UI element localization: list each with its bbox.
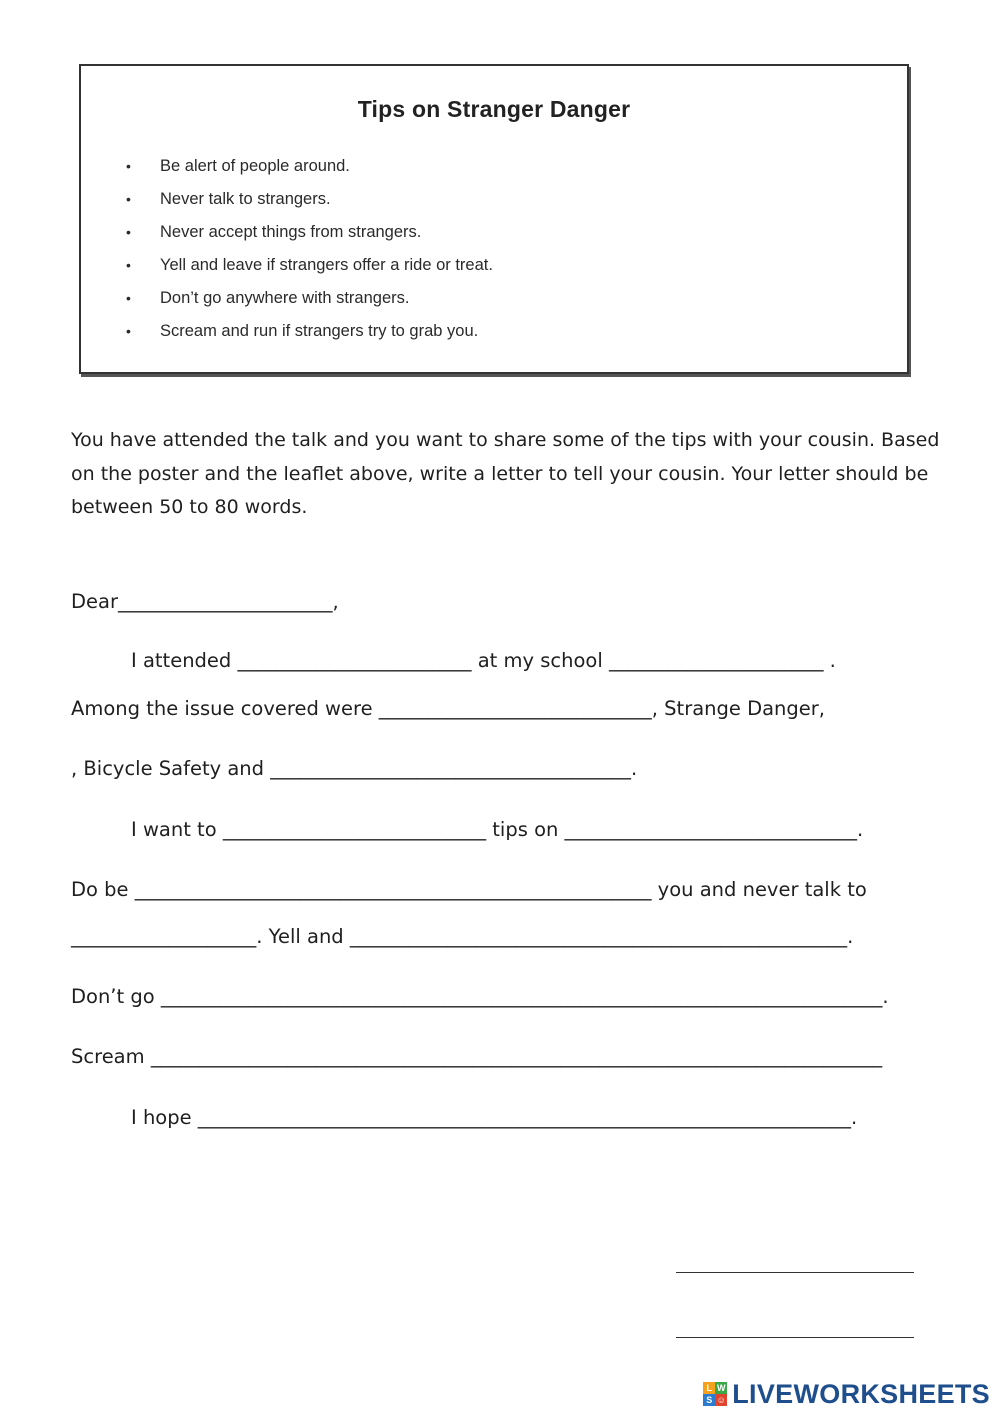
- letter-line: Among the issue covered were ____________________________, Strange Danger,: [71, 697, 826, 720]
- tips-title: Tips on Stranger Danger: [357, 96, 631, 122]
- logo-mark-cell: ☺: [716, 1395, 726, 1405]
- letter-closing: I hope ___________________________________________________________________.: [131, 1106, 858, 1129]
- signature-line: [676, 1337, 914, 1338]
- bullet-icon: •: [126, 191, 131, 207]
- bullet-icon: •: [126, 323, 131, 339]
- liveworksheets-logo: [703, 1377, 990, 1411]
- logo-text: LIVEWORKSHEETS: [732, 1378, 990, 1409]
- letter-line: ___________________. Yell and ___________________________________________________.: [71, 925, 854, 948]
- letter-greeting: Dear______________________,: [71, 590, 339, 613]
- bullet-icon: •: [126, 257, 131, 273]
- logo-mark-cell: L: [703, 1382, 715, 1394]
- bullet-icon: •: [126, 158, 131, 174]
- tips-box: Tips on Stranger Danger • Be alert of people around. • Never talk to strangers. • Never accept things from strangers. • Yell and leave if strangers offer a ride or treat. • Don’t go anywhere with strangers. • Scream and run if strangers try to grab you.: [79, 64, 909, 374]
- logo-mark-icon: [703, 1382, 727, 1406]
- letter-line: Don’t go __________________________________________________________________________.: [71, 985, 889, 1008]
- letter-line: Do be _____________________________________________________ you and never talk to: [71, 878, 867, 901]
- logo-mark-cell: S: [703, 1394, 715, 1406]
- bullet-icon: •: [126, 290, 131, 306]
- bullet-icon: •: [126, 224, 131, 240]
- logo-mark-cell: W: [717, 1383, 726, 1393]
- letter-line: Scream ___________________________________________________________________________: [71, 1045, 883, 1068]
- instructions-text: You have attended the talk and you want to share some of the tips with your cousin. Based on the poster and the leaflet above, write a letter to tell your cousin. Your letter should be between 50 to 80 words.: [71, 429, 940, 518]
- signature-line: [676, 1272, 914, 1273]
- letter-line: I want to ___________________________ tips on ______________________________.: [131, 818, 864, 841]
- letter-line: , Bicycle Safety and _____________________________________.: [71, 757, 638, 780]
- letter-line: I attended ________________________ at my school ______________________ .: [131, 649, 836, 672]
